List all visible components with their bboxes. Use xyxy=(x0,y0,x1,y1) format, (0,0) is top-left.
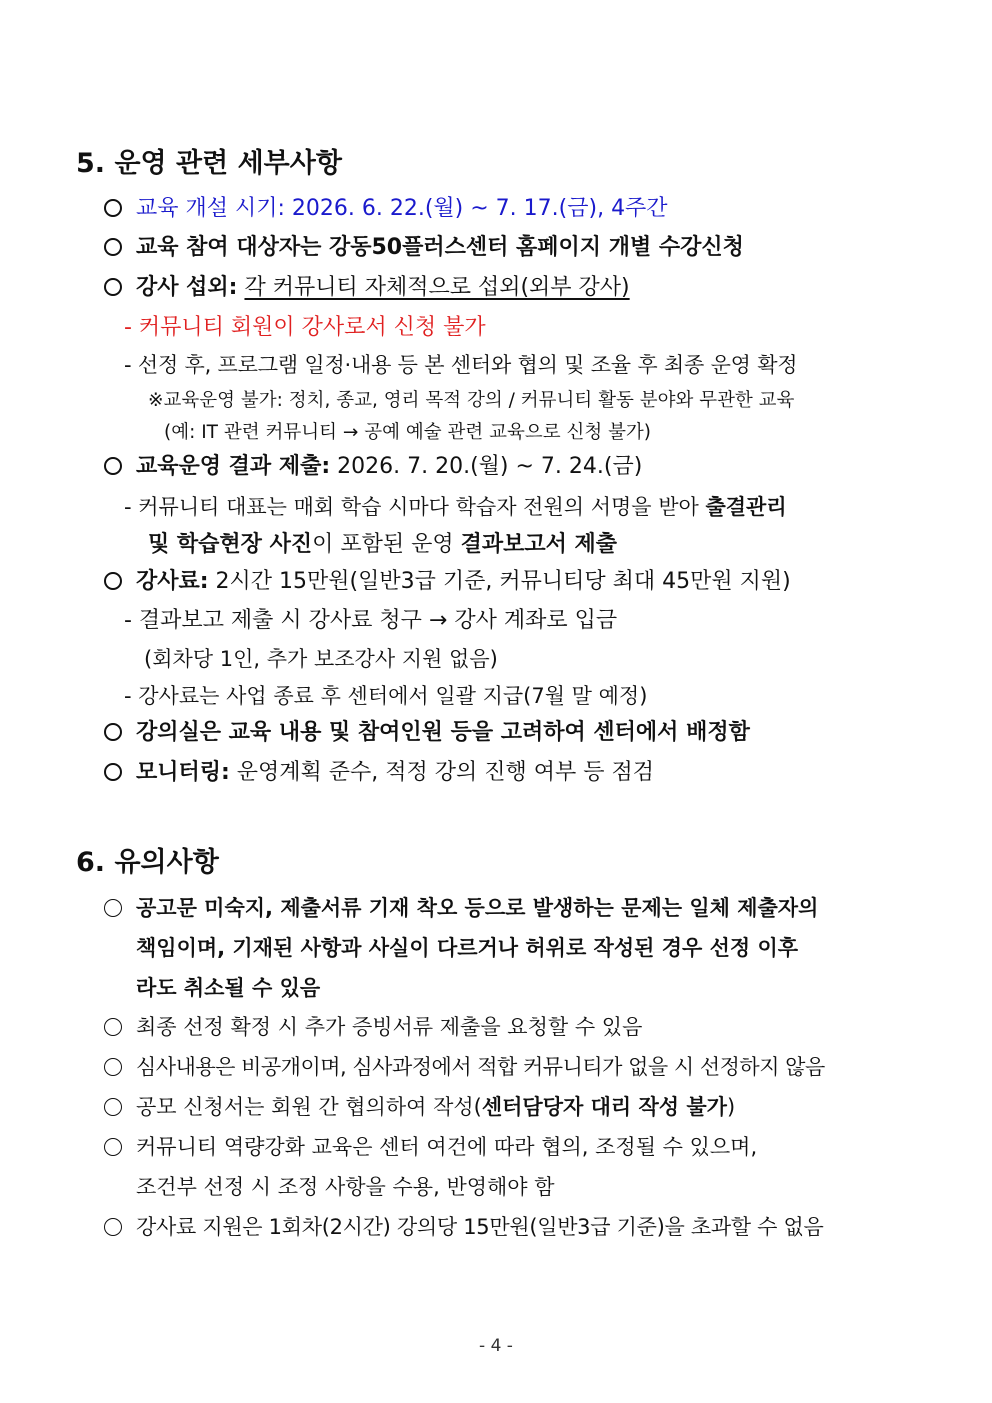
circle-bullet-icon xyxy=(104,763,122,781)
instructor-value: 각 커뮤니티 자체적으로 섭외(외부 강사) xyxy=(244,275,630,300)
notice-2 xyxy=(104,1012,642,1042)
report-note-bold: 출결관리 xyxy=(705,495,787,519)
instructor-item xyxy=(104,273,630,303)
fee-note-2: (회차당 1인, 추가 보조강사 지원 없음) xyxy=(144,647,498,671)
report-item xyxy=(104,452,642,482)
classroom-text: 강의실은 교육 내용 및 참여인원 등을 고려하여 센터에서 배정함 xyxy=(136,720,750,745)
circle-bullet-icon xyxy=(104,278,122,296)
circle-bullet-icon xyxy=(104,899,122,917)
circle-bullet-icon xyxy=(104,1138,122,1156)
fee-item xyxy=(104,567,791,597)
schedule-item xyxy=(104,194,668,224)
report-value: 2026. 7. 20.(월) ~ 7. 24.(금) xyxy=(330,454,643,479)
notice-2-text: 최종 선정 확정 시 추가 증빙서류 제출을 요청할 수 있음 xyxy=(136,1015,643,1039)
notice-1-line2: 책임이며, 기재된 사항과 사실이 다르거나 허위로 작성된 경우 선정 이후 xyxy=(136,936,799,960)
page-number: - 4 - xyxy=(479,1336,513,1356)
instructor-note-3: ※교육운영 불가: 정치, 종교, 영리 목적 강의 / 커뮤니티 활동 분야와 무관한 교육 xyxy=(148,390,795,411)
target-text: 교육 참여 대상자는 강동50플러스센터 홈페이지 개별 수강신청 xyxy=(136,235,744,260)
notice-5-text: 커뮤니티 역량강화 교육은 센터 여건에 따라 협의, 조정될 수 있으며, xyxy=(136,1135,758,1159)
instructor-note-4: (예: IT 관련 커뮤니티 → 공예 예술 관련 교육으로 신청 불가) xyxy=(164,422,652,443)
instructor-note-1: - 커뮤니티 회원이 강사로서 신청 불가 xyxy=(124,315,486,340)
circle-bullet-icon xyxy=(104,723,122,741)
report-note-text: 이 포함된 운영 xyxy=(312,532,461,557)
notice-4-close: ) xyxy=(726,1095,736,1119)
monitor-label: 모니터링: xyxy=(136,760,230,785)
fee-note-1: - 결과보고 제출 시 강사료 청구 → 강사 계좌로 입금 xyxy=(124,608,618,633)
notice-1-line1 xyxy=(104,893,818,923)
notice-4-bold: 센터담당자 대리 작성 불가 xyxy=(481,1095,727,1119)
instructor-label: 강사 섭외: xyxy=(136,275,238,300)
report-note-line1 xyxy=(124,492,787,522)
report-label: 교육운영 결과 제출: xyxy=(136,454,331,479)
circle-bullet-icon xyxy=(104,572,122,590)
circle-bullet-icon xyxy=(104,1098,122,1116)
monitor-value: 운영계획 준수, 적정 강의 진행 여부 등 점검 xyxy=(229,760,655,785)
notice-4-text: 공모 신청서는 회원 간 협의하여 작성( xyxy=(136,1095,482,1119)
circle-bullet-icon xyxy=(104,1218,122,1236)
fee-note-3: - 강사료는 사업 종료 후 센터에서 일괄 지급(7월 말 예정) xyxy=(124,684,648,708)
fee-value: 2시간 15만원(일반3급 기준, 커뮤니티당 최대 45만원 지원) xyxy=(208,569,791,594)
report-note-bold: 결과보고서 제출 xyxy=(460,532,618,557)
classroom-item xyxy=(104,718,750,748)
fee-label: 강사료: xyxy=(136,569,209,594)
circle-bullet-icon xyxy=(104,1058,122,1076)
monitor-item xyxy=(104,758,654,788)
notice-3-text: 심사내용은 비공개이며, 심사과정에서 적합 커뮤니티가 없을 시 선정하지 않음 xyxy=(136,1055,825,1079)
circle-bullet-icon xyxy=(104,1018,122,1036)
schedule-text: 교육 개설 시기: 2026. 6. 22.(월) ~ 7. 17.(금), 4주간 xyxy=(136,196,668,221)
notice-4 xyxy=(104,1092,735,1122)
notice-6 xyxy=(104,1212,824,1242)
notice-3 xyxy=(104,1052,825,1082)
notice-5-line1 xyxy=(104,1132,757,1162)
notice-5-line2: 조건부 선정 시 조정 사항을 수용, 반영해야 함 xyxy=(136,1175,555,1199)
target-item xyxy=(104,233,744,263)
report-note-line2 xyxy=(148,530,617,560)
notice-6-text: 강사료 지원은 1회차(2시간) 강의당 15만원(일반3급 기준)을 초과할 수 없음 xyxy=(136,1215,824,1239)
section-5-title: 5. 운영 관련 세부사항 xyxy=(76,148,342,179)
report-note-text: - 커뮤니티 대표는 매회 학습 시마다 학습자 전원의 서명을 받아 xyxy=(124,495,706,519)
circle-bullet-icon xyxy=(104,199,122,217)
notice-1-text: 공고문 미숙지, 제출서류 기재 착오 등으로 발생하는 문제는 일체 제출자의 xyxy=(136,896,819,920)
circle-bullet-icon xyxy=(104,238,122,256)
notice-1-line3: 라도 취소될 수 있음 xyxy=(136,976,321,1000)
section-6-title: 6. 유의사항 xyxy=(76,847,219,878)
circle-bullet-icon xyxy=(104,457,122,475)
instructor-note-2: - 선정 후, 프로그램 일정·내용 등 본 센터와 협의 및 조율 후 최종 운영 확정 xyxy=(124,353,798,377)
report-note-bold: 및 학습현장 사진 xyxy=(148,532,313,557)
